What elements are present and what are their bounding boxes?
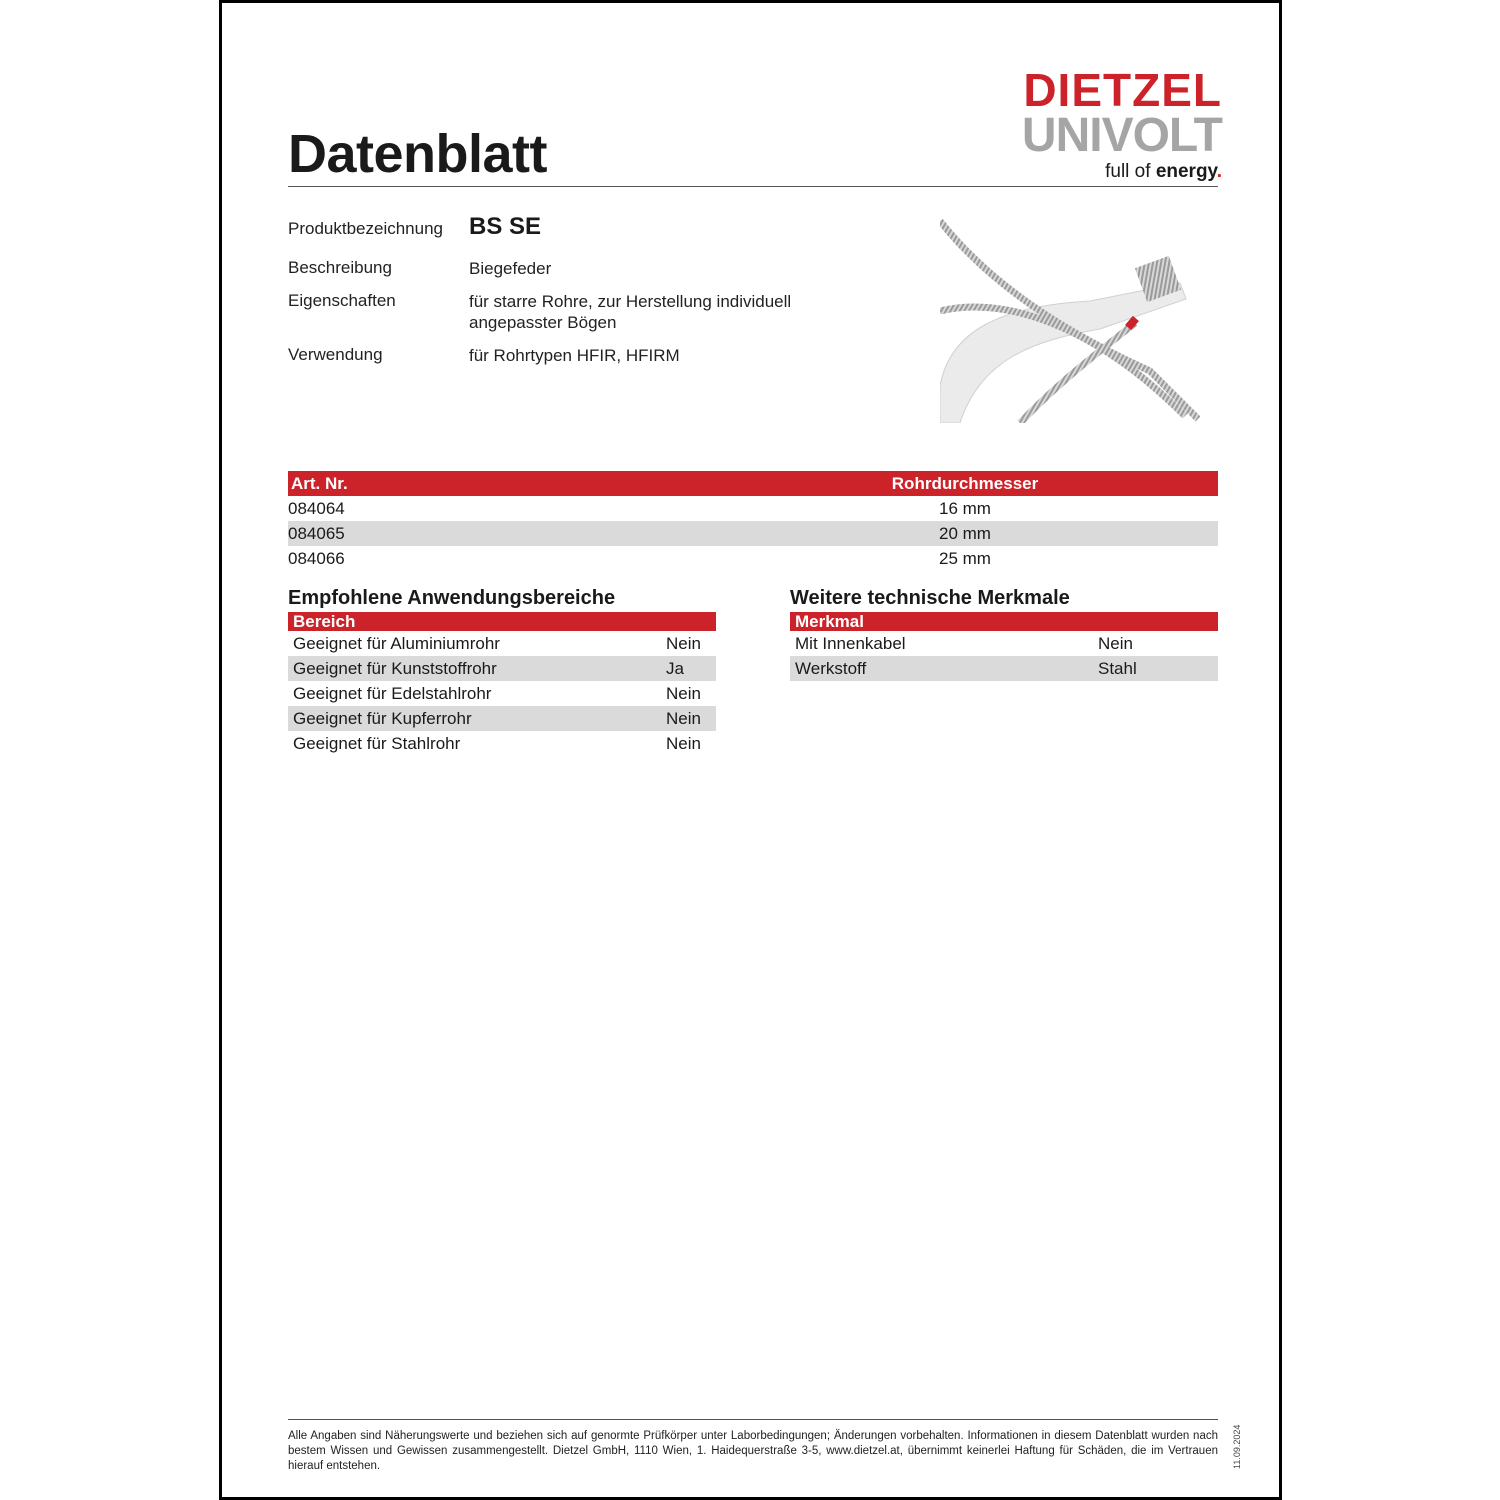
application-label: Geeignet für Stahlrohr <box>293 733 461 753</box>
application-value: Nein <box>661 706 716 731</box>
table-row <box>288 631 716 656</box>
product-name: BS SE <box>469 213 542 240</box>
description-value: Biegefeder <box>469 259 552 278</box>
table-row <box>288 496 1218 521</box>
article-table <box>288 471 1218 571</box>
diameter: 25 mm <box>939 548 991 568</box>
applications-table <box>288 612 716 756</box>
brand-logo <box>1012 64 1222 187</box>
application-label: Geeignet für Edelstahlrohr <box>293 683 492 703</box>
page-title: Datenblatt <box>288 124 548 184</box>
usage-label: Verwendung <box>288 345 383 364</box>
art-nr: 084065 <box>288 521 712 546</box>
article-table-header <box>288 471 1218 496</box>
art-nr: 084064 <box>288 498 345 518</box>
footer-date: 11.09.2024 <box>1232 1424 1242 1469</box>
applications-title: Empfohlene Anwendungsbereiche <box>288 587 616 609</box>
feature-label: Mit Innenkabel <box>795 633 906 653</box>
application-label: Geeignet für Kupferrohr <box>288 706 661 731</box>
table-row <box>790 631 1218 656</box>
usage-value: für Rohrtypen HFIR, HFIRM <box>469 346 680 365</box>
application-value: Ja <box>661 656 716 681</box>
application-value: Nein <box>666 733 701 753</box>
application-label: Geeignet für Aluminiumrohr <box>293 633 500 653</box>
footer-disclaimer: Alle Angaben sind Näherungswerte und beziehen sich auf genormte Prüfkörper unter Laborbedingungen; Änderungen vorbehalten. Informationen in diesem Datenblatt wurden nach bestem Wissen und Gewissen zusammengestellt. Dietzel GmbH, 1110 Wien, 1. Haidequerstraße 3-5, www.dietzel.at, übernimmt keinerlei Haftung für Schäden, die im Vertrauen hierauf entstehen. <box>288 1430 1218 1472</box>
tagline-dot: . <box>1216 161 1222 182</box>
table-row <box>790 656 1218 681</box>
table-row <box>288 681 716 706</box>
properties-label: Eigenschaften <box>288 291 396 310</box>
datasheet-page <box>219 0 1282 1500</box>
table-row <box>288 731 716 756</box>
diameter: 20 mm <box>712 521 1218 546</box>
art-nr: 084066 <box>288 548 345 568</box>
properties-value: für starre Rohre, zur Herstellung individuell angepasster Bögen <box>469 292 792 332</box>
application-value: Nein <box>666 683 701 703</box>
application-label: Geeignet für Kunststoffrohr <box>288 656 661 681</box>
table-row <box>288 706 716 731</box>
tagline-bold: energy <box>1155 161 1217 182</box>
tagline-prefix: full of <box>1105 161 1151 182</box>
logo-tagline <box>1105 161 1222 183</box>
table-row <box>288 546 1218 571</box>
feature-value: Nein <box>1098 633 1133 653</box>
features-header: Merkmal <box>790 612 1218 631</box>
logo-line-2: UNIVOLT <box>1021 109 1222 162</box>
footer-divider <box>288 1419 1218 1420</box>
features-table <box>790 612 1218 681</box>
diameter: 16 mm <box>939 498 991 518</box>
description-label: Beschreibung <box>288 258 392 277</box>
table-row <box>288 521 1218 546</box>
features-title: Weitere technische Merkmale <box>790 587 1070 609</box>
logo-line-1: DIETZEL <box>1023 64 1222 116</box>
header-art-nr: Art. Nr. <box>288 471 712 496</box>
feature-label: Werkstoff <box>790 656 1093 681</box>
application-value: Nein <box>666 633 701 653</box>
feature-value: Stahl <box>1093 656 1218 681</box>
header-diameter: Rohrdurchmesser <box>712 471 1218 496</box>
table-row <box>288 656 716 681</box>
product-photo <box>940 211 1200 423</box>
product-name-label: Produktbezeichnung <box>288 219 444 238</box>
applications-header: Bereich <box>288 612 716 631</box>
